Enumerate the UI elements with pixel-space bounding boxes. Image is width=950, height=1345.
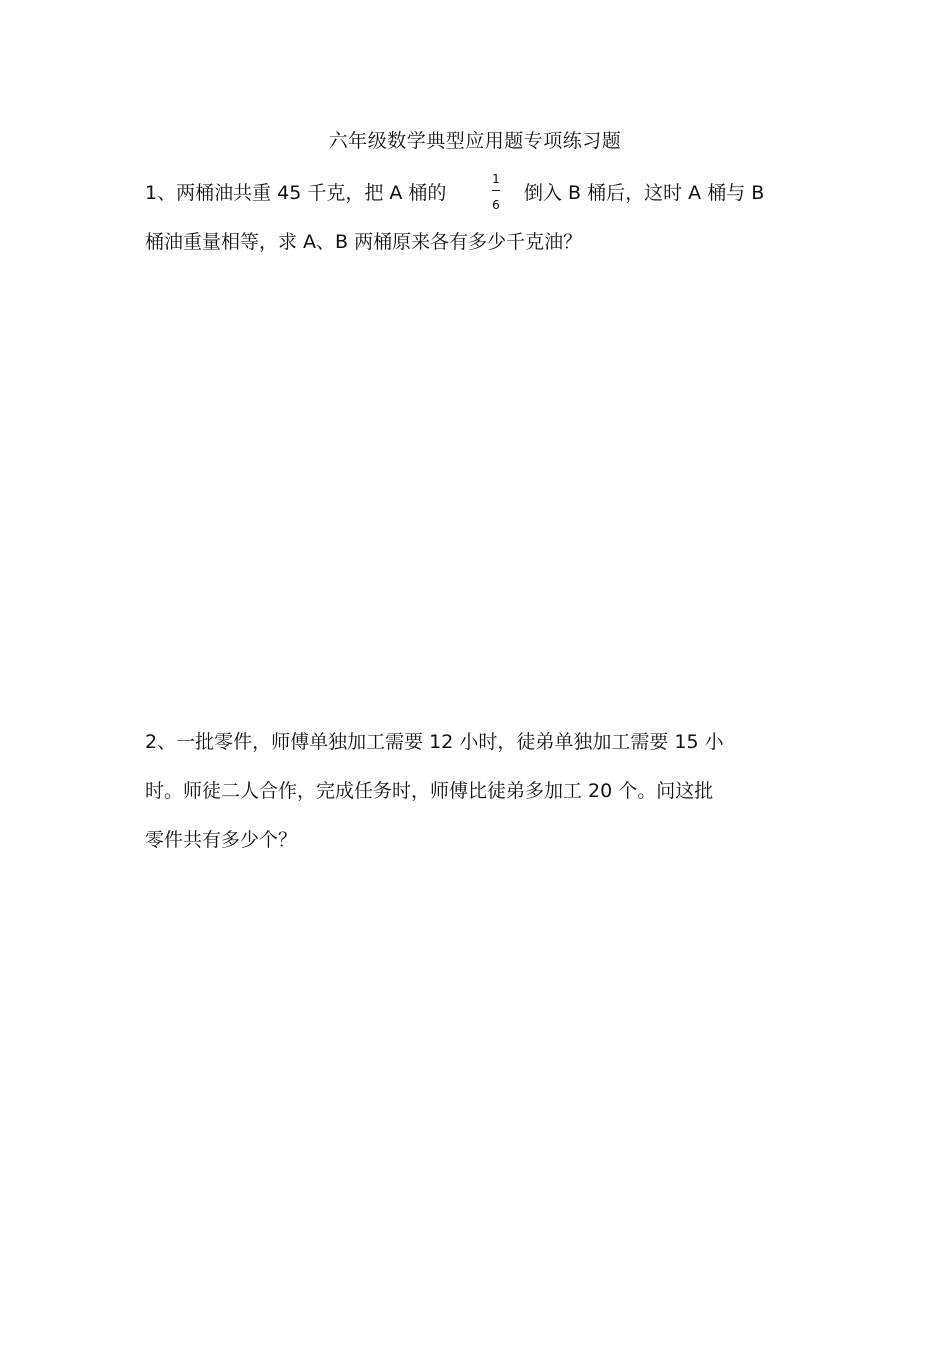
- fraction-numerator: 1: [492, 172, 500, 186]
- fraction-bar: [492, 190, 500, 191]
- q1-line-2: 桶油重量相等，求 A、B 两桶原来各有多少千克油？: [145, 231, 583, 253]
- q1-line-1-part-1: 1、两桶油共重 45 千克，把 A 桶的: [145, 182, 447, 204]
- q2-line-3: 零件共有多少个？: [145, 829, 298, 851]
- page-title: 六年级数学典型应用题专项练习题: [328, 130, 622, 152]
- q2-line-2: 时。师徒二人合作，完成任务时，师傅比徒弟多加工 20 个。问这批: [145, 780, 714, 802]
- q2-line-1: 2、一批零件，师傅单独加工需要 12 小时，徒弟单独加工需要 15 小: [145, 731, 724, 753]
- fraction-denominator: 6: [492, 198, 500, 212]
- q1-line-1-part-2: 倒入 B 桶后，这时 A 桶与 B: [524, 182, 765, 204]
